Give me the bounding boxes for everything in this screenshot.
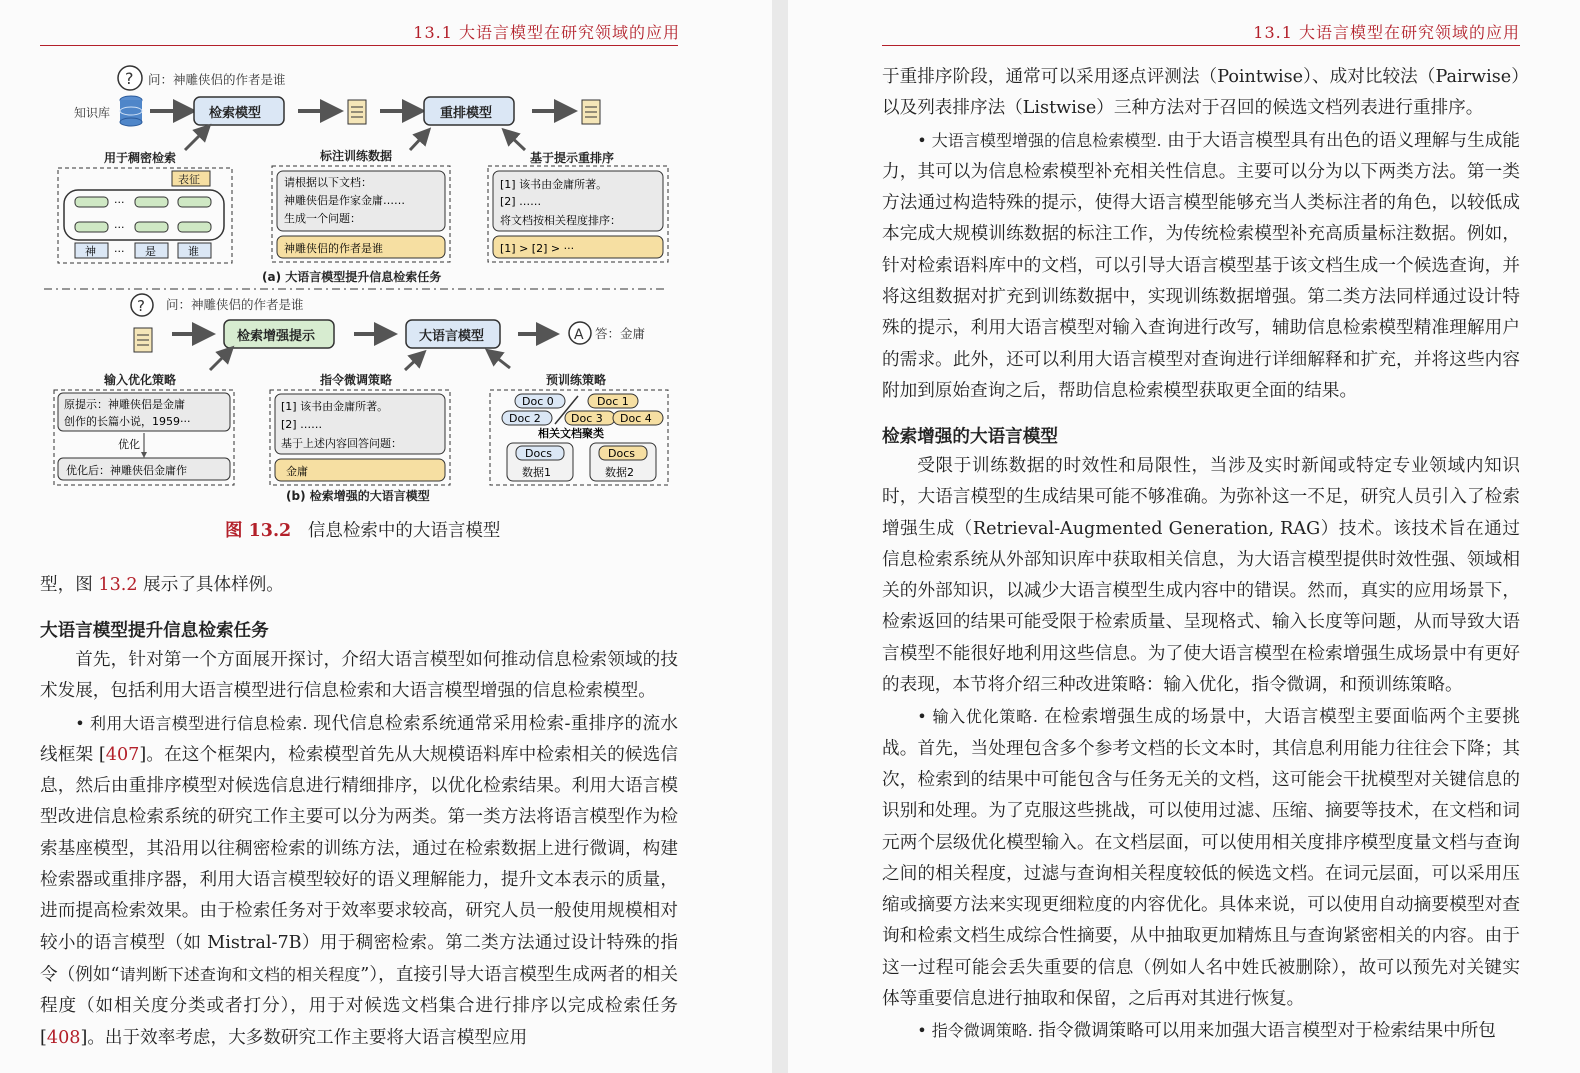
paragraph: 于重排序阶段，通常可以采用逐点评测法（Pointwise）、成对比较法（Pairwise）以及列表排序法（Listwise）三种方法对于召回的候选文档列表进行重排序。 <box>882 67 1520 119</box>
token-2: 是 <box>145 245 156 258</box>
opt-title: 输入优化策略 <box>104 373 177 387</box>
svg-text:检索增强提示: 检索增强提示 <box>237 329 316 344</box>
database-icon <box>120 96 142 126</box>
right-page <box>788 0 1580 1073</box>
right-body-top <box>882 62 1520 407</box>
svg-text:Doc 2: Doc 2 <box>509 412 541 425</box>
subcaption-a: (a) 大语言模型提升信息检索任务 <box>262 270 442 284</box>
running-header-right: 13.1 大语言模型在研究领域的应用 <box>1253 23 1520 42</box>
svg-text:相关文档聚类: 相关文档聚类 <box>538 427 604 440</box>
citation-link[interactable]: 407 <box>105 744 140 765</box>
bullet-paragraph: • 大语言模型增强的信息检索模型. 由于大语言模型具有出色的语义理解与生成能力，其可以为信息检索模型补充相关性信息。主要可以分为以下两类方法。第一类方法通过构造特殊的提示，使得大语言模型能够充当人类标注者的角色，以较低成本完成大规模训练数据的标注工作，为传统检索模型补充高质量标注数据。例如，针对检索语料库中的文档，可以引导大语言模型基于该文档生成一个候选查询，并将这组数据对扩充到训练数据中，实现训练数据增强。第二类方法同样通过设计特殊的提示，利用大语言模型对输入查询进行改写，辅助信息检索模型精准理解用户的需求。此外，还可以利用大语言模型对查询进行详细解释和扩充，并将这些内容附加到原始查询之后，帮助信息检索模型获取更全面的结果。 <box>882 130 1520 401</box>
subcaption-b: (b) 检索增强的大语言模型 <box>286 489 430 503</box>
figure-13-2 <box>0 0 772 515</box>
svg-text:?: ? <box>125 69 134 88</box>
svg-text:优化后：神雕侠侣金庸作: 优化后：神雕侠侣金庸作 <box>66 464 187 477</box>
svg-text:···: ··· <box>114 245 125 258</box>
svg-text:大语言模型: 大语言模型 <box>419 329 485 344</box>
svg-text:将文档按相关程度排序：: 将文档按相关程度排序： <box>500 214 621 227</box>
svg-text:神雕侠侣是作家金庸……: 神雕侠侣是作家金庸…… <box>284 194 405 207</box>
svg-text:Doc 3: Doc 3 <box>571 412 603 425</box>
rerank-model-label: 重排模型 <box>440 106 493 121</box>
token-3: 谁 <box>188 245 199 258</box>
svg-text:数据2: 数据2 <box>605 466 634 479</box>
kb-label: 知识库 <box>74 106 111 120</box>
annot-title: 标注训练数据 <box>320 149 393 163</box>
svg-text:[1] > [2] > ···: [1] > [2] > ··· <box>500 242 575 255</box>
svg-text:生成一个问题：: 生成一个问题： <box>284 212 361 225</box>
caption-text: 信息检索中的大语言模型 <box>307 521 501 541</box>
rerank-title: 基于提示重排序 <box>530 151 615 165</box>
paragraph: 受限于训练数据的时效性和局限性，当涉及实时新闻或特定专业领域内知识时，大语言模型的生成结果可能不够准确。为弥补这一不足，研究人员引入了检索增强生成（Retrieval-Augmented Generation, RAG）技术。该技术旨在通过信息检索系统从外部知识库中获取相关信息，为大语言模型提供时效性强、领域相关的外部知识，以减少大语言模型生成内容中的错误。然而，真实的应用场景下，检索返回的结果可能受限于检索质量、呈现格式、输入长度等问题，从而导致大语言模型不能很好地利用这些信息。为了使大语言模型在检索增强生成场景中有更好的表现，本节将介绍三种改进策略：输入优化，指令微调，和预训练策略。 <box>882 456 1520 696</box>
document-icon <box>348 100 366 124</box>
answer-label: 答：金庸 <box>595 326 646 341</box>
svg-text:[1] 该书由金庸所著。: [1] 该书由金庸所著。 <box>281 400 389 413</box>
svg-text:Docs: Docs <box>608 447 635 460</box>
svg-text:···: ··· <box>114 196 125 209</box>
token-1: 神 <box>85 245 96 258</box>
question-icon <box>118 66 142 90</box>
svg-text:数据1: 数据1 <box>522 466 551 479</box>
svg-text:神雕侠侣的作者是谁: 神雕侠侣的作者是谁 <box>284 242 383 255</box>
running-header-left: 13.1 大语言模型在研究领域的应用 <box>413 23 680 42</box>
svg-text:请根据以下文档：: 请根据以下文档： <box>284 176 372 189</box>
left-page <box>0 0 772 1073</box>
svg-text:?: ? <box>137 297 145 315</box>
right-body-bottom <box>882 451 1520 1048</box>
bullet-paragraph: • 利用大语言模型进行信息检索. 现代信息检索系统通常采用检索-重排序的流水线框架 [407]。在这个框架内，检索模型首先从大规模语料库中检索相关的候选信息，然后由重排序模型对候选信息进行精细排序，以优化检索结果。利用大语言模型改进信息检索系统的研究工作主要可以分为两类。第一类方法将语言模型作为检索基座模型，其沿用以往稠密检索的训练方法，通过在检索数据上进行微调，构建检索器或重排序器，利用大语言模型较好的语义理解能力，提升文本表示的质量，进而提高检索效果。由于检索任务对于效率要求较高，研究人员一般使用规模相对较小的语言模型（如 Mistral-7B）用于稠密检索。第二类方法通过设计特殊的指令（例如“请判断下述查询和文档的相关程度”），直接引导大语言模型生成两者的相关程度（如相关度分类或者打分），用于对候选文档集合进行排序以完成检索任务 [408]。出于效率考虑，大多数研究工作主要将大语言模型应用 <box>40 713 678 1048</box>
intro-line: 型，图 13.2 展示了具体样例。 <box>40 575 284 595</box>
svg-text:[1] 该书由金庸所著。: [1] 该书由金庸所著。 <box>500 178 608 191</box>
svg-text:Doc 0: Doc 0 <box>522 395 554 408</box>
answer-icon <box>569 322 591 344</box>
svg-text:Doc 4: Doc 4 <box>620 412 652 425</box>
left-body <box>40 645 678 1054</box>
top-question: 问：神雕侠侣的作者是谁 <box>148 72 286 87</box>
svg-text:A: A <box>574 327 584 343</box>
figure-caption <box>225 517 500 542</box>
bottom-question: 问：神雕侠侣的作者是谁 <box>166 297 304 312</box>
section-heading: 检索增强的大语言模型 <box>882 426 1058 447</box>
svg-text:···: ··· <box>114 221 125 234</box>
document-icon <box>134 328 152 352</box>
figure-ref-link[interactable]: 13.2 <box>98 575 138 595</box>
svg-text:金庸: 金庸 <box>286 465 308 478</box>
repr-tag: 表征 <box>178 173 200 186</box>
svg-text:优化: 优化 <box>118 438 140 451</box>
bullet-paragraph: • 输入优化策略. 在检索增强生成的场景中，大语言模型主要面临两个主要挑战。首先，当处理包含多个参考文档的长文本时，其信息利用能力往往会下降；其次，检索到的结果中可能包含与任务无关的文档，这可能会干扰模型对关键信息的识别和处理。为了克服这些挑战，可以使用过滤、压缩、摘要等技术，在文档和词元两个层级优化模型输入。在文档层面，可以使用相关度排序模型度量文档与查询之间的相关程度，过滤与查询相关程度较低的候选文档。在词元层面，可以采用压缩或摘要方法来实现更细粒度的内容优化。具体来说，可以使用自动摘要模型对查询和检索文档生成综合性摘要，从中抽取更加精炼且与查询紧密相关的内容。由于这一过程可能会丢失重要的信息（例如人名中姓氏被删除），故可以预先对关键实体等重要信息进行抽取和保留，之后再对其进行恢复。 <box>882 707 1520 1010</box>
citation-link[interactable]: 408 <box>46 1027 81 1048</box>
svg-text:[2] ……: [2] …… <box>281 418 323 431</box>
section-heading: 大语言模型提升信息检索任务 <box>40 620 269 641</box>
svg-text:创作的长篇小说，1959···: 创作的长篇小说，1959··· <box>64 415 191 428</box>
ft-title: 指令微调策略 <box>320 373 393 387</box>
question-icon <box>131 294 153 316</box>
dense-title: 用于稠密检索 <box>104 151 177 165</box>
svg-text:[2] ……: [2] …… <box>500 195 542 208</box>
pt-title: 预训练策略 <box>546 373 607 387</box>
bullet-paragraph: • 指令微调策略. 指令微调策略可以用来加强大语言模型对于检索结果中所包 <box>917 1021 1496 1042</box>
retrieval-model-label: 检索模型 <box>209 106 262 121</box>
caption-number: 图 13.2 <box>225 521 292 541</box>
token-bars <box>75 197 211 232</box>
svg-text:基于上述内容回答问题：: 基于上述内容回答问题： <box>281 437 402 450</box>
svg-text:Doc 1: Doc 1 <box>597 395 629 408</box>
header-rule <box>882 45 1520 46</box>
paragraph: 首先，针对第一个方面展开探讨，介绍大语言模型如何推动信息检索领域的技术发展，包括利用大语言模型进行信息检索和大语言模型增强的信息检索模型。 <box>40 650 678 702</box>
document-icon <box>582 100 600 124</box>
svg-text:Docs: Docs <box>525 447 552 460</box>
svg-text:原提示：神雕侠侣是金庸: 原提示：神雕侠侣是金庸 <box>64 398 185 411</box>
